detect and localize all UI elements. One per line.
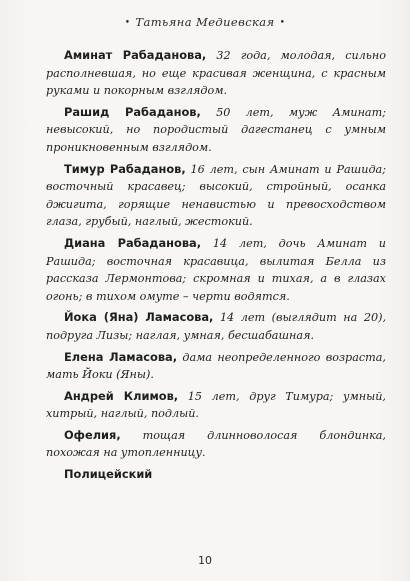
character-entry [46, 388, 386, 423]
character-entry [46, 104, 386, 157]
character-entry [46, 161, 386, 231]
character-description: 15 лет, друг Тимура; умный, хитрый, наглый, подлый. [46, 389, 386, 421]
character-name: Андрей Климов, [64, 388, 179, 403]
character-entry [46, 47, 386, 100]
character-entry [46, 427, 386, 462]
bullet-ornament-left: • [124, 18, 131, 28]
running-head [0, 15, 410, 29]
character-name: Йока (Яна) Ламасова, [64, 310, 214, 325]
character-list [46, 47, 386, 488]
character-description: 14 лет (выглядит на 20), подруга Лизы; наглая, умная, бесшабашная. [46, 311, 386, 342]
character-description: тощая длинноволосая блондинка, похожая на утопленницу. [46, 428, 386, 460]
character-entry [46, 235, 386, 305]
author-name: Татьяна Медиевская [135, 15, 275, 29]
character-description: 16 лет, сын Аминат и Рашида; восточный красавец; высокий, стройный, осанка джигита, горящие ненавистью и превосходством глаза, грубый, наглый, жестокий. [46, 162, 386, 229]
character-description: 50 лет, муж Аминат; невысокий, но породистый дагестанец с умным проникновенным взглядом. [46, 105, 386, 154]
character-description: 14 лет, дочь Аминат и Рашида; восточная красавица, вылитая Белла из рассказа Лермонтова; скромная и тихая, а в глазах огонь; в тихом омуте – черти водятся. [46, 236, 387, 303]
character-name: Диана Рабаданова, [64, 235, 202, 250]
page-number: 10 [198, 554, 212, 567]
character-name: Офелия, [64, 427, 121, 442]
character-entry [46, 466, 386, 484]
character-name: Елена Ламасова, [64, 349, 178, 364]
character-entry [46, 309, 386, 344]
character-name: Полицейский [64, 467, 153, 482]
character-description: 32 года, молодая, сильно располневшая, но еще красивая женщина, с красным руками и покорным взглядом. [46, 49, 386, 98]
bullet-ornament-right: • [279, 18, 286, 28]
character-description: дама неопределенного возраста, мать Йоки (Яны). [46, 350, 386, 382]
character-name: Аминат Рабаданова, [64, 48, 207, 62]
character-entry [46, 349, 386, 384]
character-name: Рашид Рабаданов, [64, 104, 201, 119]
character-name: Тимур Рабаданов, [64, 161, 186, 176]
